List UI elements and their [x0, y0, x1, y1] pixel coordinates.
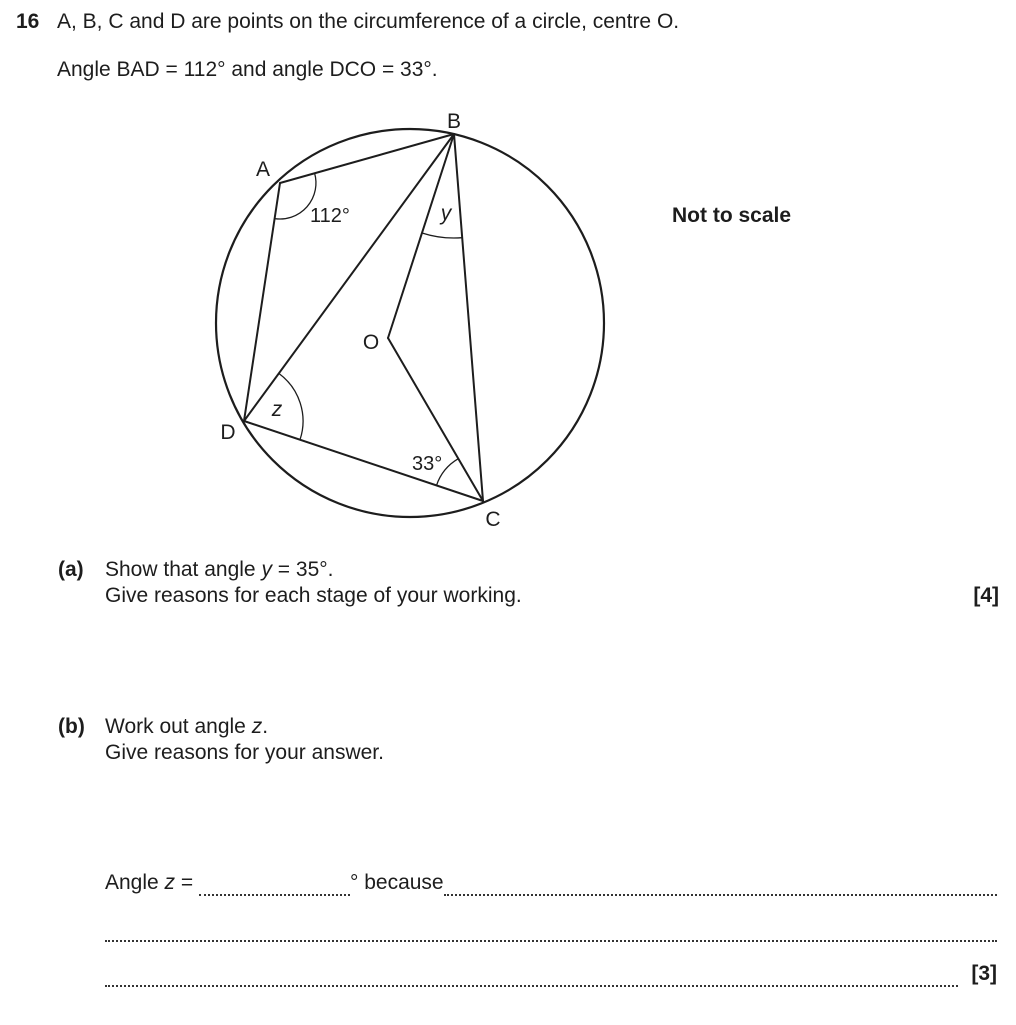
point-label-a: A — [255, 158, 271, 181]
answer-value-dotted-line — [199, 875, 350, 896]
part-a-line1-pre: Show that angle — [105, 558, 262, 581]
answer-line-1 — [105, 870, 997, 896]
part-b-label: (b) — [58, 715, 85, 738]
part-b-line1-pre: Work out angle — [105, 715, 252, 738]
chord-bc — [454, 134, 483, 501]
part-a-line1-var: y — [261, 558, 272, 581]
angle-arc-z — [279, 373, 303, 439]
answer-prefix-eq: = — [175, 871, 199, 894]
part-a-line2: Give reasons for each stage of your working. — [105, 584, 522, 607]
question-number: 16 — [16, 10, 40, 33]
circle-outline — [216, 129, 604, 517]
point-label-c: C — [485, 508, 501, 531]
answer-reason-dotted-line-1 — [444, 875, 997, 896]
radius-oc — [388, 338, 483, 501]
angle-arc-y — [422, 233, 462, 238]
answer-prefix-var: z — [164, 871, 176, 894]
point-label-d: D — [220, 421, 236, 444]
part-b-marks: [3] — [971, 962, 997, 985]
answer-line-2 — [105, 916, 997, 942]
part-b — [58, 714, 999, 766]
radius-bo — [388, 134, 454, 338]
question-intro-line-1: A, B, C and D are points on the circumference of a circle, centre O. — [57, 10, 680, 33]
angle-value-bad: 112° — [310, 205, 350, 227]
part-b-line1-var: z — [251, 715, 263, 738]
part-b-line2: Give reasons for your answer. — [105, 741, 384, 764]
part-a-marks: [4] — [973, 584, 999, 607]
chord-dc — [244, 421, 483, 501]
angle-var-y: y — [440, 202, 452, 225]
angle-value-dco: 33° — [412, 453, 443, 475]
answer-line-3 — [105, 961, 997, 987]
chord-bd — [244, 134, 454, 421]
part-b-line1-post: . — [262, 715, 269, 738]
part-b-line1 — [105, 714, 999, 740]
part-a-label: (a) — [58, 558, 84, 581]
angle-var-z: z — [271, 398, 283, 421]
part-a-line1 — [105, 557, 999, 583]
answer-degree-because: ° because — [349, 871, 444, 894]
answer-prefix-pre: Angle — [105, 871, 165, 894]
answer-reason-dotted-line-2 — [105, 921, 997, 942]
centre-label-o: O — [362, 331, 380, 354]
point-label-b: B — [446, 110, 462, 133]
part-a-line1-post: = 35°. — [271, 558, 334, 581]
not-to-scale-label: Not to scale — [672, 204, 792, 227]
part-a — [58, 557, 999, 609]
circle-diagram — [190, 90, 630, 550]
answer-prefix — [105, 870, 199, 896]
question-intro-line-2: Angle BAD = 112° and angle DCO = 33°. — [57, 58, 438, 81]
answer-reason-dotted-line-3 — [105, 966, 958, 987]
